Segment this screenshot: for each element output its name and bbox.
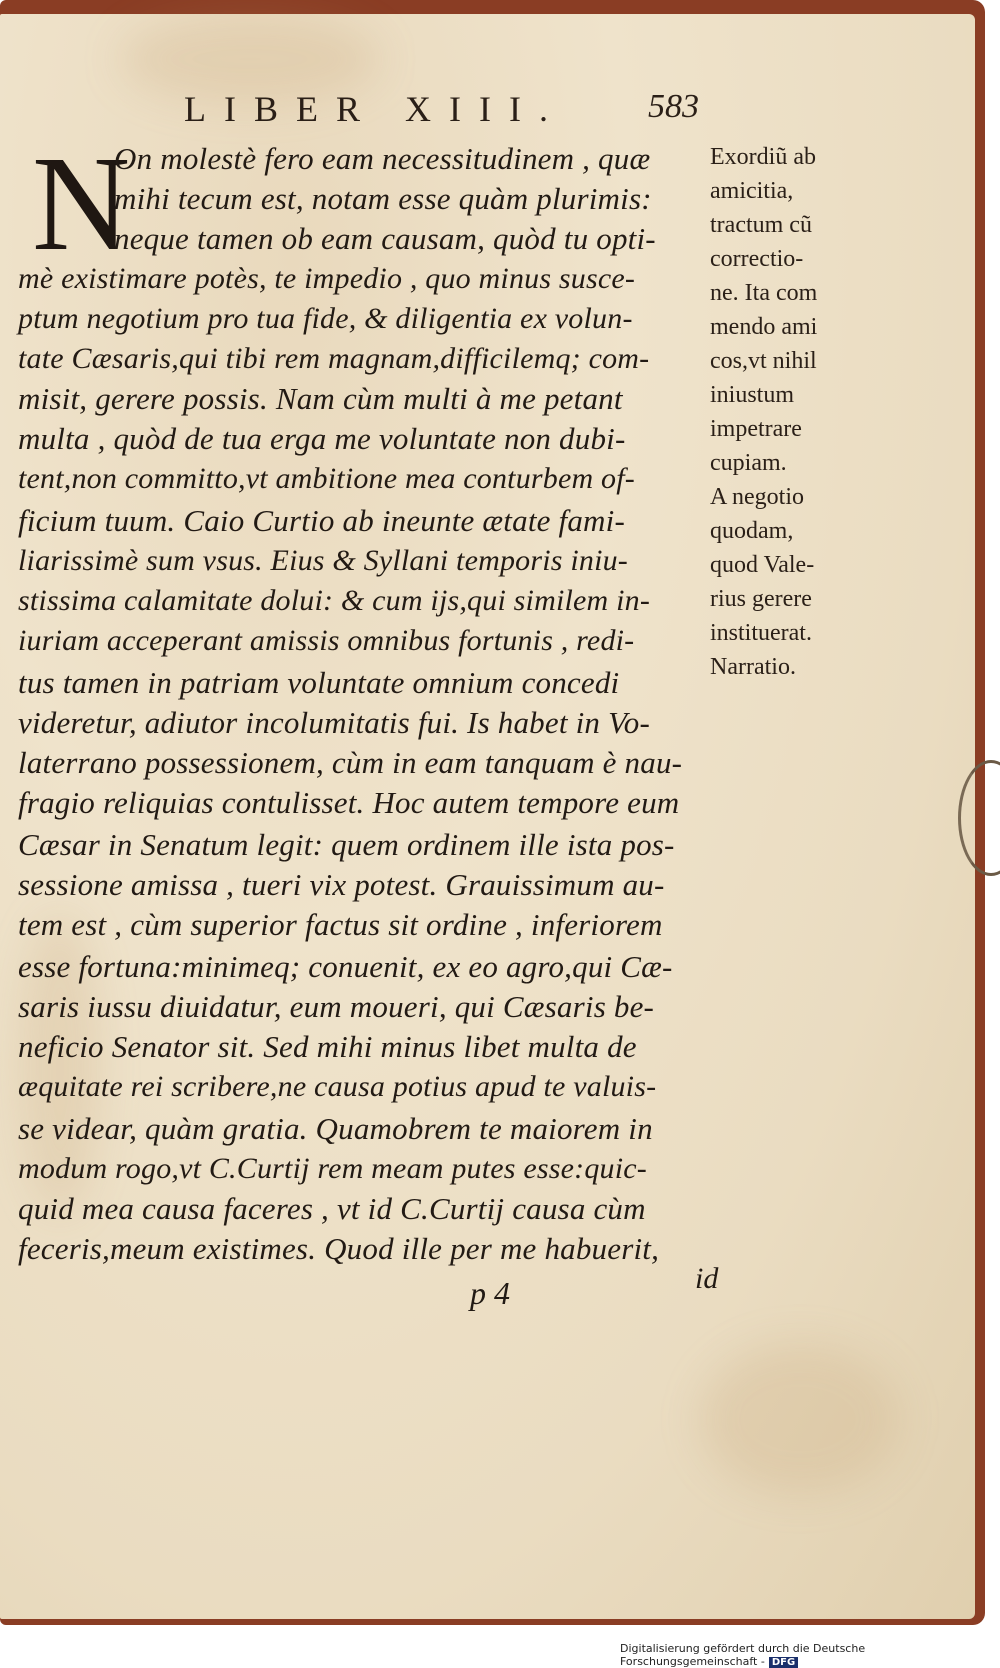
margin-note: ne. Ita com bbox=[710, 280, 818, 306]
page-number: 583 bbox=[648, 88, 699, 125]
text-line: fragio reliquias contulisset. Hoc autem tempore eum bbox=[18, 785, 680, 820]
credit-text: Digitalisierung gefördert durch die Deutsche Forschungsgemeinschaft - bbox=[620, 1642, 866, 1668]
text-line: misit, gerere possis. Nam cùm multi à me petant bbox=[18, 381, 623, 416]
text-line: Cæsar in Senatum legit: quem ordinem ille ista pos- bbox=[18, 827, 675, 862]
drop-cap-initial: N bbox=[32, 129, 131, 279]
running-title: LIBER XIII. bbox=[184, 89, 566, 129]
text-line: saris iussu diuidatur, eum moueri, qui Cæsaris be- bbox=[18, 989, 655, 1024]
text-line: se videar, quàm gratia. Quamobrem te maiorem in bbox=[18, 1111, 653, 1146]
text-line: feceris,meum existimes. Quod ille per me habuerit, bbox=[18, 1231, 660, 1266]
text-line: neque tamen ob eam causam, quòd tu opti- bbox=[114, 221, 656, 256]
text-line: tent,non committo,vt ambitione mea conturbem of- bbox=[18, 462, 635, 495]
text-line: esse fortuna:minimeq; conuenit, ex eo agro,qui Cæ- bbox=[18, 949, 673, 984]
margin-note: quodam, bbox=[710, 518, 794, 544]
margin-note: cos,vt nihil bbox=[710, 348, 817, 374]
text-line: mè existimare potès, te impedio , quo minus susce- bbox=[18, 262, 636, 295]
text-line: ficium tuum. Caio Curtio ab ineunte ætate fami- bbox=[18, 503, 625, 538]
text-line: On molestè fero eam necessitudinem , quæ bbox=[114, 141, 651, 176]
margin-note: quod Vale- bbox=[710, 552, 815, 578]
digitization-credit bbox=[620, 1642, 1000, 1668]
margin-note: cupiam. bbox=[710, 450, 787, 476]
text-line: neficio Senator sit. Sed mihi minus libet multa de bbox=[18, 1029, 637, 1064]
text-line: modum rogo,vt C.Curtij rem meam putes esse:quic- bbox=[18, 1152, 647, 1185]
margin-note: iniustum bbox=[710, 382, 795, 408]
margin-note: Narratio. bbox=[710, 654, 796, 680]
margin-note: amicitia, bbox=[710, 178, 794, 204]
text-line: ptum negotium pro tua fide, & diligentia ex volun- bbox=[18, 302, 633, 335]
text-line: stissima calamitate dolui: & cum ijs,qui similem in- bbox=[18, 584, 651, 617]
catchword: id bbox=[695, 1262, 719, 1295]
text-line: multa , quòd de tua erga me voluntate non dubi- bbox=[18, 421, 626, 456]
text-line: videretur, adiutor incolumitatis fui. Is habet in Vo- bbox=[18, 705, 650, 740]
text-line: laterrano possessionem, cùm in eam tanquam è nau- bbox=[18, 745, 683, 780]
dfg-logo-icon: DFG bbox=[769, 1657, 798, 1668]
margin-note: rius gerere bbox=[710, 586, 812, 612]
text-line: tem est , cùm superior factus sit ordine , inferiorem bbox=[18, 907, 663, 942]
text-line: iuriam acceperant amissis omnibus fortunis , redi- bbox=[18, 624, 635, 657]
margin-note: Exordiũ ab bbox=[710, 144, 816, 170]
margin-note: correctio- bbox=[710, 246, 804, 272]
margin-note: mendo ami bbox=[710, 314, 818, 340]
margin-note: impetrare bbox=[710, 416, 802, 442]
margin-note: instituerat. bbox=[710, 620, 812, 646]
text-line: æquitate rei scribere,ne causa potius apud te valuis- bbox=[18, 1070, 657, 1103]
text-line: tate Cæsaris,qui tibi rem magnam,difficilemq; com- bbox=[18, 342, 650, 375]
text-line: quid mea causa faceres , vt id C.Curtij causa cùm bbox=[18, 1191, 646, 1226]
margin-note: tractum cũ bbox=[710, 212, 812, 238]
signature-mark: p 4 bbox=[470, 1275, 510, 1311]
margin-note: A negotio bbox=[710, 484, 804, 510]
text-line: liarissimè sum vsus. Eius & Syllani temporis iniu- bbox=[18, 544, 628, 577]
text-line: sessione amissa , tueri vix potest. Grauissimum au- bbox=[18, 867, 665, 902]
text-line: tus tamen in patriam voluntate omnium concedi bbox=[18, 665, 620, 700]
text-line: mihi tecum est, notam esse quàm plurimis: bbox=[114, 181, 652, 216]
